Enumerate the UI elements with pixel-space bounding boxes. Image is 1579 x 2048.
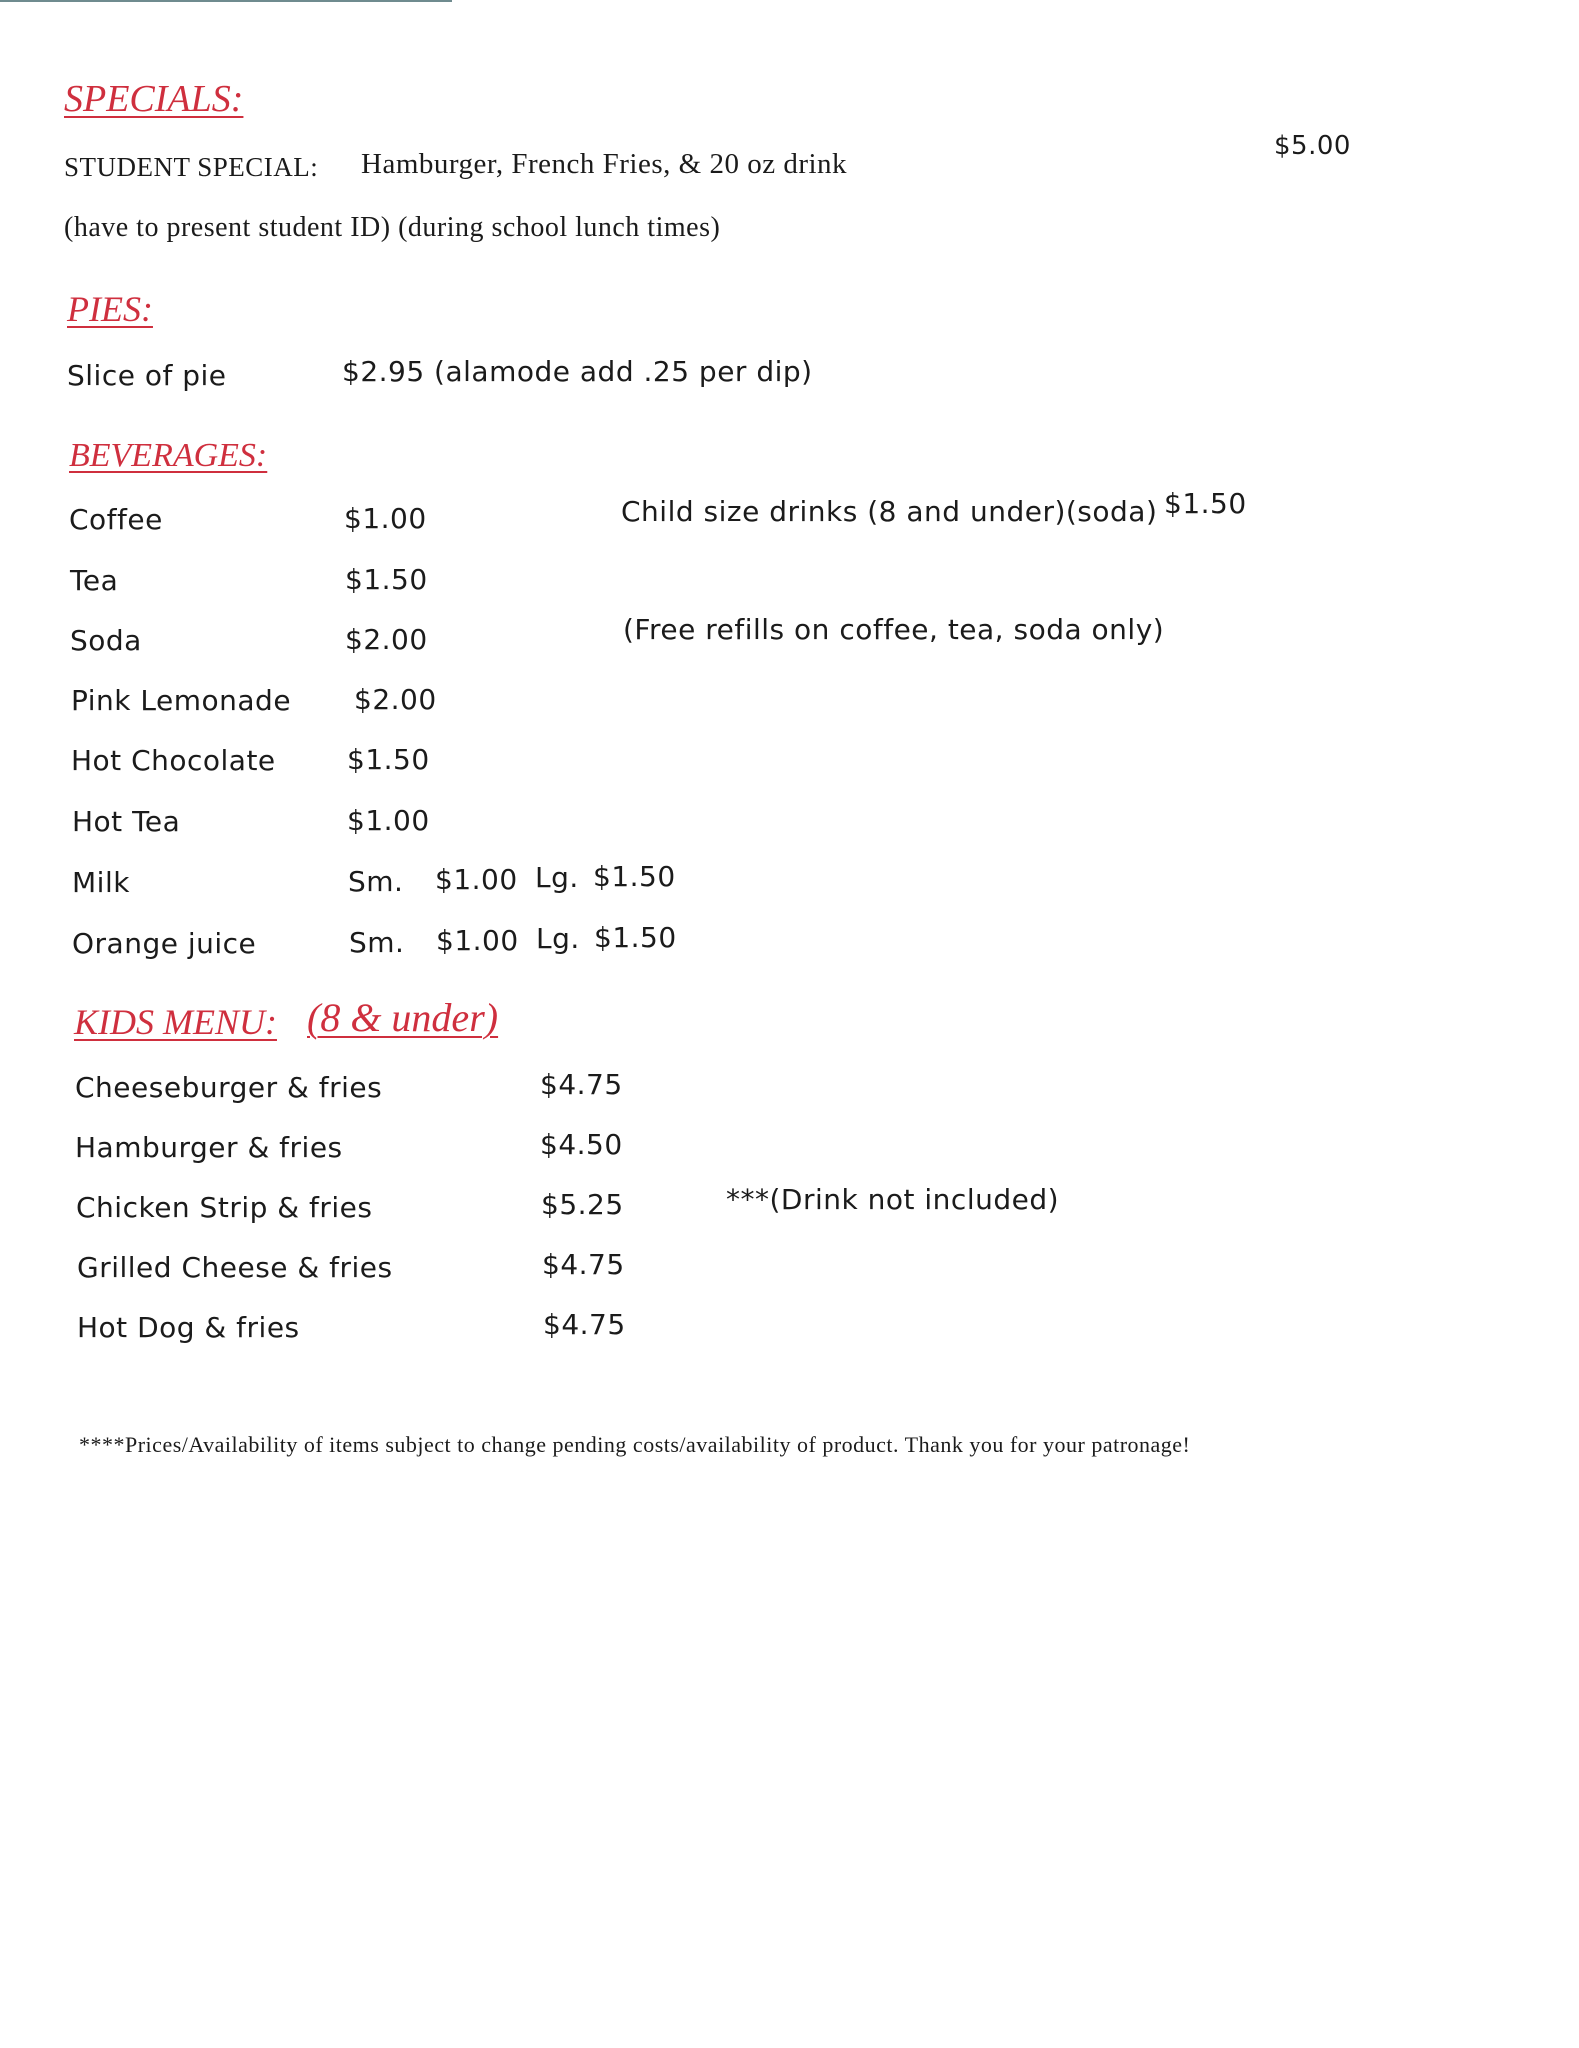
beverage-name-hot-chocolate: Hot Chocolate <box>71 744 276 777</box>
student-special-price: $5.00 <box>1274 131 1351 161</box>
kids-item-hot-dog: Hot Dog & fries <box>77 1311 300 1344</box>
kids-menu-heading: KIDS MENU: <box>74 1002 277 1042</box>
child-drinks-price: $1.50 <box>1164 487 1247 520</box>
drink-not-included-note: ***(Drink not included) <box>726 1183 1060 1216</box>
student-special-label: STUDENT SPECIAL: <box>64 152 319 182</box>
pie-item-price: $2.95 (alamode add .25 per dip) <box>342 355 813 388</box>
beverage-price-coffee: $1.00 <box>344 502 427 535</box>
kids-price-chicken-strip: $5.25 <box>541 1188 624 1221</box>
kids-menu-heading-age: (8 & under) <box>307 995 499 1040</box>
milk-large-price: $1.50 <box>593 860 676 893</box>
orange-juice-small-label: Sm. <box>349 926 405 959</box>
orange-juice-large-label: Lg. <box>536 922 580 955</box>
student-special-note: (have to present student ID) (during school lunch times) <box>64 212 721 243</box>
beverage-name-orange-juice: Orange juice <box>72 927 257 960</box>
pie-item-name: Slice of pie <box>67 359 227 392</box>
student-special-description: Hamburger, French Fries, & 20 oz drink <box>361 148 848 180</box>
orange-juice-large-price: $1.50 <box>594 921 677 954</box>
beverage-price-soda: $2.00 <box>345 623 428 656</box>
kids-price-hot-dog: $4.75 <box>543 1308 626 1341</box>
beverage-price-hot-tea: $1.00 <box>347 804 430 837</box>
top-divider <box>0 0 452 2</box>
specials-heading: SPECIALS: <box>64 78 244 120</box>
pies-heading: PIES: <box>67 289 153 329</box>
beverage-name-soda: Soda <box>70 624 142 657</box>
orange-juice-small-price: $1.00 <box>436 924 519 957</box>
beverage-price-pink-lemonade: $2.00 <box>354 683 437 716</box>
beverage-name-milk: Milk <box>72 866 130 899</box>
beverages-heading: BEVERAGES: <box>69 437 268 474</box>
kids-item-grilled-cheese: Grilled Cheese & fries <box>77 1251 393 1284</box>
kids-item-hamburger: Hamburger & fries <box>75 1131 343 1164</box>
beverage-name-hot-tea: Hot Tea <box>72 805 181 838</box>
kids-price-cheeseburger: $4.75 <box>540 1068 623 1101</box>
milk-small-price: $1.00 <box>435 863 518 896</box>
milk-large-label: Lg. <box>535 861 579 894</box>
kids-item-chicken-strip: Chicken Strip & fries <box>76 1191 373 1224</box>
beverage-name-pink-lemonade: Pink Lemonade <box>71 684 292 717</box>
beverage-name-tea: Tea <box>70 564 119 597</box>
milk-small-label: Sm. <box>348 865 404 898</box>
beverage-price-tea: $1.50 <box>345 563 428 596</box>
footer-disclaimer: ****Prices/Availability of items subject to change pending costs/availability of product. Thank you for your patronage! <box>79 1432 1191 1457</box>
kids-price-grilled-cheese: $4.75 <box>542 1248 625 1281</box>
child-drinks-label: Child size drinks (8 and under)(soda) <box>621 495 1158 528</box>
beverage-name-coffee: Coffee <box>69 503 163 536</box>
free-refills-note: (Free refills on coffee, tea, soda only) <box>623 613 1165 646</box>
beverage-price-hot-chocolate: $1.50 <box>347 743 430 776</box>
kids-price-hamburger: $4.50 <box>540 1128 623 1161</box>
kids-item-cheeseburger: Cheeseburger & fries <box>75 1071 383 1104</box>
